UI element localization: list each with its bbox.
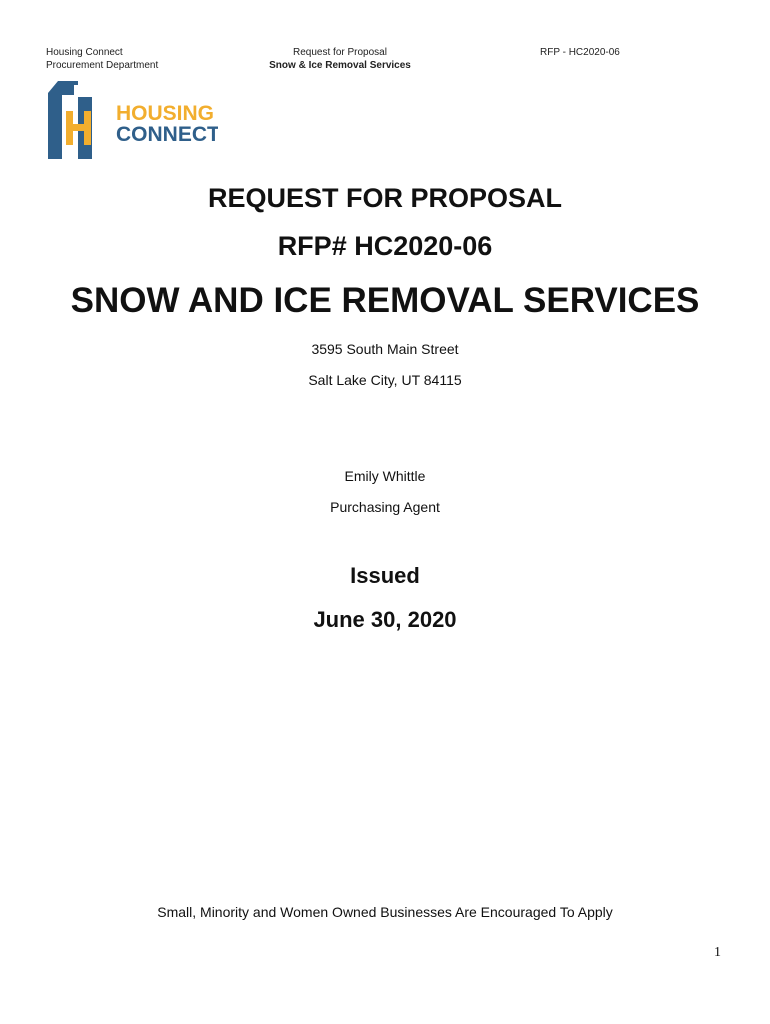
header-document-title [200,46,480,72]
header-rfp-number: RFP - HC2020-06 [540,47,620,58]
contact-name: Emily Whittle [344,468,426,484]
header-org [46,46,158,72]
header-org-name: Housing Connect [46,47,123,58]
address-street: 3595 South Main Street [311,341,459,357]
header-department: Procurement Department [46,60,159,71]
housing-connect-logo-mark [48,81,218,159]
service-title: SNOW AND ICE REMOVAL SERVICES [70,281,700,320]
issued-label: Issued [350,563,420,588]
logo-word-housing: HOUSING [116,102,215,125]
header-doc-type: Request for Proposal [293,47,387,58]
document-title: REQUEST FOR PROPOSAL [207,183,563,213]
header-doc-subject: Snow & Ice Removal Services [269,60,411,71]
page-number: 1 [714,945,721,960]
contact-role: Purchasing Agent [330,499,440,515]
issued-date: June 30, 2020 [313,607,457,632]
logo-word-connect: CONNECT [116,123,218,146]
footer-note: Small, Minority and Women Owned Businesses Are Encouraged To Apply [157,904,613,920]
housing-connect-logo [48,81,218,159]
rfp-number: RFP# HC2020-06 [277,231,493,261]
address-city: Salt Lake City, UT 84115 [308,372,462,388]
